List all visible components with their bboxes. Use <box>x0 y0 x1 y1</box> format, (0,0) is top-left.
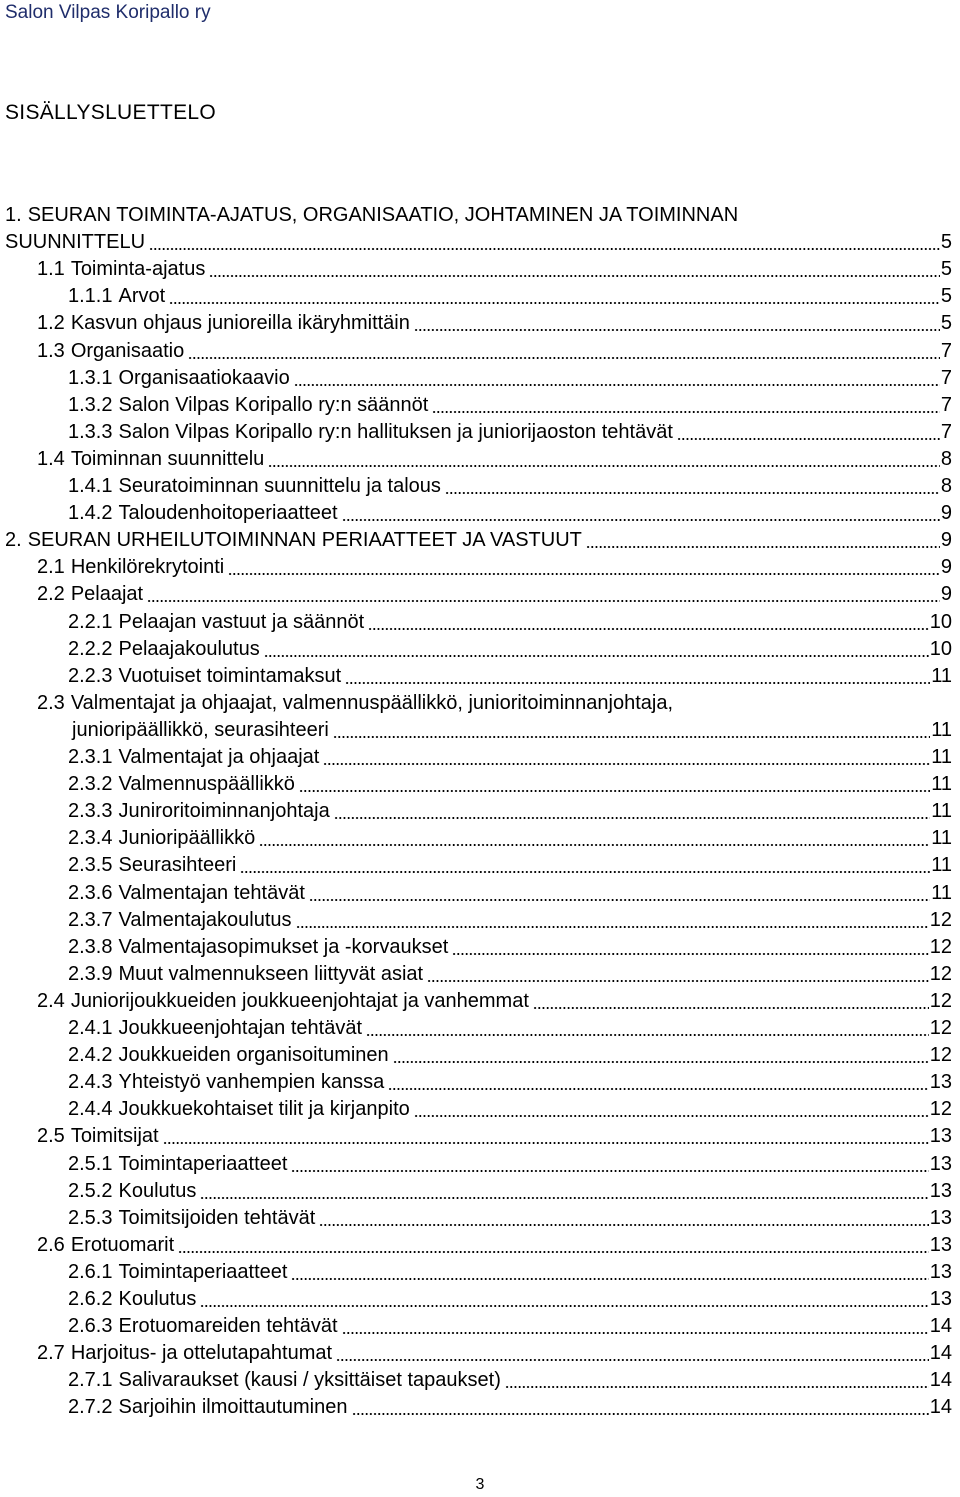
toc-entry[interactable] <box>0 1286 960 1313</box>
toc-dot-leader <box>209 275 940 277</box>
toc-entry-number: 2.5.3 <box>68 1206 113 1229</box>
toc-entry-text: Erotuomareiden tehtävät <box>118 1315 338 1338</box>
toc-entry-number: 2.6 <box>37 1233 65 1256</box>
toc-entry[interactable] <box>0 1232 960 1259</box>
toc-entry-page: 7 <box>940 339 952 362</box>
toc-dot-leader <box>200 1197 928 1199</box>
toc-entry-text: Toimintaperiaatteet <box>118 1152 288 1175</box>
toc-entry-number: 2.2 <box>37 583 65 606</box>
toc-entry-text: Harjoitus- ja ottelutapahtumat <box>70 1342 333 1365</box>
toc-entry-page: 9 <box>940 529 952 552</box>
toc-entry[interactable] <box>0 609 960 636</box>
toc-entry-number: 1. <box>5 204 22 226</box>
toc-entry-page: 12 <box>929 1017 952 1039</box>
toc-dot-leader <box>319 1224 928 1226</box>
toc-dot-leader <box>445 492 940 494</box>
toc-entry-number: 1.4.1 <box>68 475 113 497</box>
toc-entry-page: 8 <box>940 475 952 497</box>
toc-entry[interactable] <box>0 988 960 1015</box>
toc-entry-number: 2.3.1 <box>68 746 113 768</box>
toc-entry[interactable] <box>0 446 960 473</box>
toc-entry-text: Toiminta-ajatus <box>70 258 206 281</box>
toc-entry-number: 2.2.3 <box>68 664 113 687</box>
toc-entry-number: 2.3.4 <box>68 827 113 850</box>
toc-dot-leader <box>427 980 929 982</box>
toc-entry[interactable] <box>0 1151 960 1178</box>
toc-entry[interactable] <box>0 365 960 392</box>
toc-entry-number: 2.6.2 <box>68 1288 113 1310</box>
toc-entry-text: Vuotuiset toimintamaksut <box>118 664 342 687</box>
toc-dot-leader <box>333 736 930 738</box>
toc-dot-leader <box>366 1034 929 1036</box>
toc-dot-leader <box>259 844 930 846</box>
toc-entry-number: 2.3.6 <box>68 881 113 904</box>
toc-entry-page: 13 <box>929 1152 952 1175</box>
toc-entry-text: SUUNNITTELU <box>5 231 146 254</box>
toc-entry-number: 2.4.3 <box>68 1071 113 1094</box>
toc-entry-page: 11 <box>931 881 952 904</box>
toc-entry-page: 13 <box>929 1071 952 1094</box>
toc-entry-page: 13 <box>929 1233 952 1256</box>
toc-entry[interactable] <box>0 1096 960 1123</box>
toc-dot-leader <box>309 899 930 901</box>
toc-entry[interactable] <box>0 771 960 798</box>
toc-title: SISÄLLYSLUETTELO <box>5 101 216 124</box>
toc-entry-page: 11 <box>931 746 952 768</box>
toc-entry-number: 2.6.1 <box>68 1260 113 1283</box>
toc-entry[interactable] <box>0 527 960 554</box>
toc-entry-number: 2.1 <box>37 556 65 579</box>
toc-dot-leader <box>505 1386 929 1388</box>
toc-entry-page: 5 <box>940 312 952 335</box>
toc-entry-text: Valmentajan tehtävät <box>118 881 305 904</box>
toc-dot-leader <box>200 1305 928 1307</box>
toc-dot-leader <box>336 1359 929 1361</box>
toc-dot-leader <box>432 411 940 413</box>
toc-dot-leader <box>296 926 929 928</box>
toc-dot-leader <box>299 790 930 792</box>
toc-entry-page: 10 <box>929 637 952 660</box>
toc-entry[interactable] <box>0 907 960 934</box>
toc-entry[interactable] <box>0 934 960 961</box>
toc-entry-text: Yhteistyö vanhempien kanssa <box>118 1071 385 1094</box>
toc-entry-text: Salon Vilpas Koripallo ry:n hallituksen ja juniorijaoston tehtävät <box>118 420 673 443</box>
toc-entry-page: 11 <box>931 827 952 850</box>
toc-dot-leader <box>414 329 940 331</box>
toc-entry-text: Arvot <box>118 285 166 308</box>
toc-entry-page: 11 <box>931 664 952 687</box>
toc-entry-page: 7 <box>940 420 952 443</box>
toc-entry-page: 13 <box>929 1125 952 1148</box>
toc-entry-text: Pelaajat <box>70 583 144 606</box>
toc-entry[interactable] <box>0 798 960 825</box>
toc-dot-leader <box>188 357 940 359</box>
toc-entry-text: Salon Vilpas Koripallo ry:n säännöt <box>118 393 429 416</box>
toc-entry-number: 2.2.2 <box>68 637 113 660</box>
toc-entry-text: Valmennuspäällikkö <box>118 773 295 796</box>
toc-entry-number: 2.4.1 <box>68 1017 113 1039</box>
toc-dot-leader <box>677 438 940 440</box>
toc-entry-number: 1.1 <box>37 258 65 281</box>
toc-entry-text: Muut valmennukseen liittyvät asiat <box>118 962 424 985</box>
toc-entry-text: Valmentajasopimukset ja -korvaukset <box>118 935 449 958</box>
toc-dot-leader <box>414 1115 929 1117</box>
toc-entry[interactable] <box>0 338 960 365</box>
toc-entry[interactable] <box>0 310 960 337</box>
toc-entry[interactable] <box>0 392 960 419</box>
toc-entry-number: 1.3.2 <box>68 393 113 416</box>
toc-dot-leader <box>268 465 940 467</box>
toc-entry[interactable] <box>0 717 960 744</box>
toc-entry-text: Valmentajakoulutus <box>118 908 292 931</box>
toc-entry-page: 12 <box>929 989 952 1012</box>
toc-entry-number: 2.4.2 <box>68 1044 113 1067</box>
toc-entry-page: 14 <box>929 1315 952 1338</box>
toc-entry[interactable] <box>0 229 960 256</box>
toc-entry-text: Toimitsijoiden tehtävät <box>118 1206 316 1229</box>
toc-entry-number: 2.5 <box>37 1125 65 1148</box>
toc-entry[interactable] <box>0 636 960 663</box>
toc-entry-text: Erotuomarit <box>70 1233 175 1256</box>
toc-dot-leader <box>147 600 940 602</box>
toc-dot-leader <box>323 763 930 765</box>
toc-entry-text: Toiminnan suunnittelu <box>70 447 265 470</box>
toc-entry-number: 2. <box>5 529 22 552</box>
toc-entry-text: Seurasihteeri <box>118 854 237 877</box>
toc-entry[interactable] <box>0 1042 960 1069</box>
table-of-contents <box>0 202 960 1422</box>
toc-entry-text: Henkilörekrytointi <box>70 556 225 579</box>
toc-entry[interactable] <box>0 663 960 690</box>
toc-entry[interactable] <box>0 581 960 608</box>
toc-entry-number: 2.7.2 <box>68 1396 113 1419</box>
toc-entry-text: Toimintaperiaatteet <box>118 1260 288 1283</box>
toc-entry[interactable] <box>0 419 960 446</box>
toc-dot-leader <box>388 1088 929 1090</box>
toc-dot-leader <box>149 248 940 250</box>
toc-entry[interactable] <box>0 1178 960 1205</box>
toc-entry-number: 2.3.7 <box>68 908 113 931</box>
toc-entry-page: 11 <box>931 854 952 877</box>
toc-entry-page: 12 <box>929 1098 952 1121</box>
toc-entry-text: Seuratoiminnan suunnittelu ja talous <box>118 475 441 497</box>
toc-entry-text: Juniorijoukkueiden joukkueenjohtajat ja vanhemmat <box>70 989 529 1012</box>
toc-entry[interactable] <box>0 1340 960 1367</box>
toc-dot-leader <box>345 682 930 684</box>
toc-entry-text: Joukkueiden organisoituminen <box>118 1044 389 1067</box>
toc-entry-page: 10 <box>929 610 952 633</box>
toc-entry-text: SEURAN URHEILUTOIMINNAN PERIAATTEET JA VASTUUT <box>27 529 582 552</box>
toc-entry-number: 2.7 <box>37 1342 65 1365</box>
toc-entry-page: 13 <box>929 1179 952 1202</box>
toc-entry[interactable] <box>0 1394 960 1421</box>
toc-entry-number: 1.3.1 <box>68 366 113 389</box>
toc-entry[interactable] <box>0 202 960 229</box>
toc-dot-leader <box>169 302 940 304</box>
toc-entry[interactable] <box>0 880 960 907</box>
toc-entry-page: 13 <box>929 1206 952 1229</box>
toc-entry-text: Toimitsijat <box>70 1125 159 1148</box>
toc-dot-leader <box>294 384 940 386</box>
toc-entry[interactable] <box>0 1367 960 1394</box>
toc-entry-page: 9 <box>940 556 952 579</box>
toc-entry-text: Pelaajakoulutus <box>118 637 260 660</box>
toc-dot-leader <box>240 871 930 873</box>
toc-entry[interactable] <box>0 1313 960 1340</box>
toc-entry[interactable] <box>0 256 960 283</box>
toc-entry[interactable] <box>0 500 960 527</box>
toc-entry-number: 2.2.1 <box>68 610 113 633</box>
toc-entry[interactable] <box>0 1205 960 1232</box>
toc-entry-page: 5 <box>940 231 952 254</box>
toc-entry-number: 2.5.1 <box>68 1152 113 1175</box>
toc-entry-text: Koulutus <box>118 1288 197 1310</box>
toc-dot-leader <box>393 1061 929 1063</box>
document-header-title: Salon Vilpas Koripallo ry <box>5 2 211 23</box>
toc-entry-number: 2.3.2 <box>68 773 113 796</box>
toc-entry-number: 2.5.2 <box>68 1179 113 1202</box>
toc-entry-number: 2.3.9 <box>68 962 113 985</box>
toc-entry-number: 1.3.3 <box>68 420 113 443</box>
toc-entry[interactable] <box>0 744 960 771</box>
toc-entry-page: 12 <box>929 935 952 958</box>
toc-entry-text: Salivaraukset (kausi / yksittäiset tapaukset) <box>118 1369 501 1392</box>
toc-entry-text: Organisaatiokaavio <box>118 366 290 389</box>
toc-entry-number: 2.3 <box>37 691 65 714</box>
page-number: 3 <box>475 1476 485 1493</box>
toc-dot-leader <box>452 953 928 955</box>
toc-entry[interactable] <box>0 852 960 879</box>
toc-entry[interactable] <box>0 1069 960 1096</box>
toc-dot-leader <box>342 519 940 521</box>
toc-entry-page: 7 <box>940 366 952 389</box>
toc-entry-page: 12 <box>929 908 952 931</box>
toc-dot-leader <box>368 628 929 630</box>
toc-entry-number: 2.4 <box>37 989 65 1012</box>
toc-entry-text: Pelaajan vastuut ja säännöt <box>118 610 365 633</box>
toc-dot-leader <box>178 1251 929 1253</box>
toc-entry-page: 14 <box>929 1342 952 1365</box>
toc-entry-text: SEURAN TOIMINTA-AJATUS, ORGANISAATIO, JOHTAMINEN JA TOIMINNAN <box>27 204 739 226</box>
toc-entry-text: Juniroritoiminnanjohtaja <box>118 800 330 823</box>
toc-entry-text: Joukkueenjohtajan tehtävät <box>118 1017 362 1039</box>
toc-entry-page: 9 <box>940 502 952 525</box>
toc-entry-text: junioripäällikkö, seurasihteeri <box>72 718 329 741</box>
toc-entry-number: 2.3.5 <box>68 854 113 877</box>
toc-entry-text: Joukkuekohtaiset tilit ja kirjanpito <box>118 1098 410 1121</box>
toc-entry[interactable] <box>0 961 960 988</box>
toc-entry-page: 11 <box>931 800 952 823</box>
toc-entry[interactable] <box>0 825 960 852</box>
toc-entry-number: 2.7.1 <box>68 1369 113 1392</box>
toc-entry-page: 12 <box>929 1044 952 1067</box>
toc-entry-page: 9 <box>940 583 952 606</box>
toc-entry[interactable] <box>0 283 960 310</box>
toc-entry-number: 1.1.1 <box>68 285 113 308</box>
toc-entry-text: Junioripäällikkö <box>118 827 256 850</box>
toc-entry-page: 7 <box>940 393 952 416</box>
toc-dot-leader <box>342 1332 929 1334</box>
toc-entry-number: 2.4.4 <box>68 1098 113 1121</box>
toc-dot-leader <box>291 1278 928 1280</box>
toc-entry-text: Valmentajat ja ohjaajat <box>118 746 320 768</box>
toc-entry-page: 5 <box>940 258 952 281</box>
toc-dot-leader <box>228 573 940 575</box>
toc-entry-page: 14 <box>929 1369 952 1392</box>
toc-entry-text: Valmentajat ja ohjaajat, valmennuspäällikkö, junioritoiminnanjohtaja, <box>70 691 674 714</box>
toc-entry-page: 14 <box>929 1396 952 1419</box>
toc-entry-number: 1.4 <box>37 447 65 470</box>
toc-entry-page: 13 <box>929 1288 952 1310</box>
toc-dot-leader <box>533 1007 929 1009</box>
toc-dot-leader <box>586 546 940 548</box>
toc-entry-page: 11 <box>931 718 952 741</box>
toc-entry[interactable] <box>0 690 960 717</box>
toc-entry[interactable] <box>0 1015 960 1042</box>
toc-entry-number: 2.3.8 <box>68 935 113 958</box>
toc-entry-text: Taloudenhoitoperiaatteet <box>118 502 338 525</box>
toc-dot-leader <box>352 1413 929 1415</box>
toc-entry[interactable] <box>0 1259 960 1286</box>
toc-entry[interactable] <box>0 1123 960 1150</box>
toc-entry-text: Koulutus <box>118 1179 197 1202</box>
toc-entry-page: 5 <box>940 285 952 308</box>
toc-entry[interactable] <box>0 473 960 500</box>
toc-entry-page: 8 <box>940 447 952 470</box>
toc-entry[interactable] <box>0 554 960 581</box>
toc-dot-leader <box>291 1170 928 1172</box>
toc-entry-text: Sarjoihin ilmoittautuminen <box>118 1396 348 1419</box>
toc-entry-page: 13 <box>929 1260 952 1283</box>
toc-entry-page: 11 <box>931 773 952 796</box>
toc-entry-number: 2.6.3 <box>68 1315 113 1338</box>
toc-entry-number: 1.3 <box>37 339 65 362</box>
toc-entry-number: 2.3.3 <box>68 800 113 823</box>
toc-dot-leader <box>334 817 931 819</box>
toc-entry-page: 12 <box>929 962 952 985</box>
toc-entry-number: 1.2 <box>37 312 65 335</box>
toc-dot-leader <box>264 655 929 657</box>
toc-entry-number: 1.4.2 <box>68 502 113 525</box>
toc-dot-leader <box>163 1142 929 1144</box>
toc-entry-text: Kasvun ohjaus junioreilla ikäryhmittäin <box>70 312 410 335</box>
toc-entry-text: Organisaatio <box>70 339 185 362</box>
